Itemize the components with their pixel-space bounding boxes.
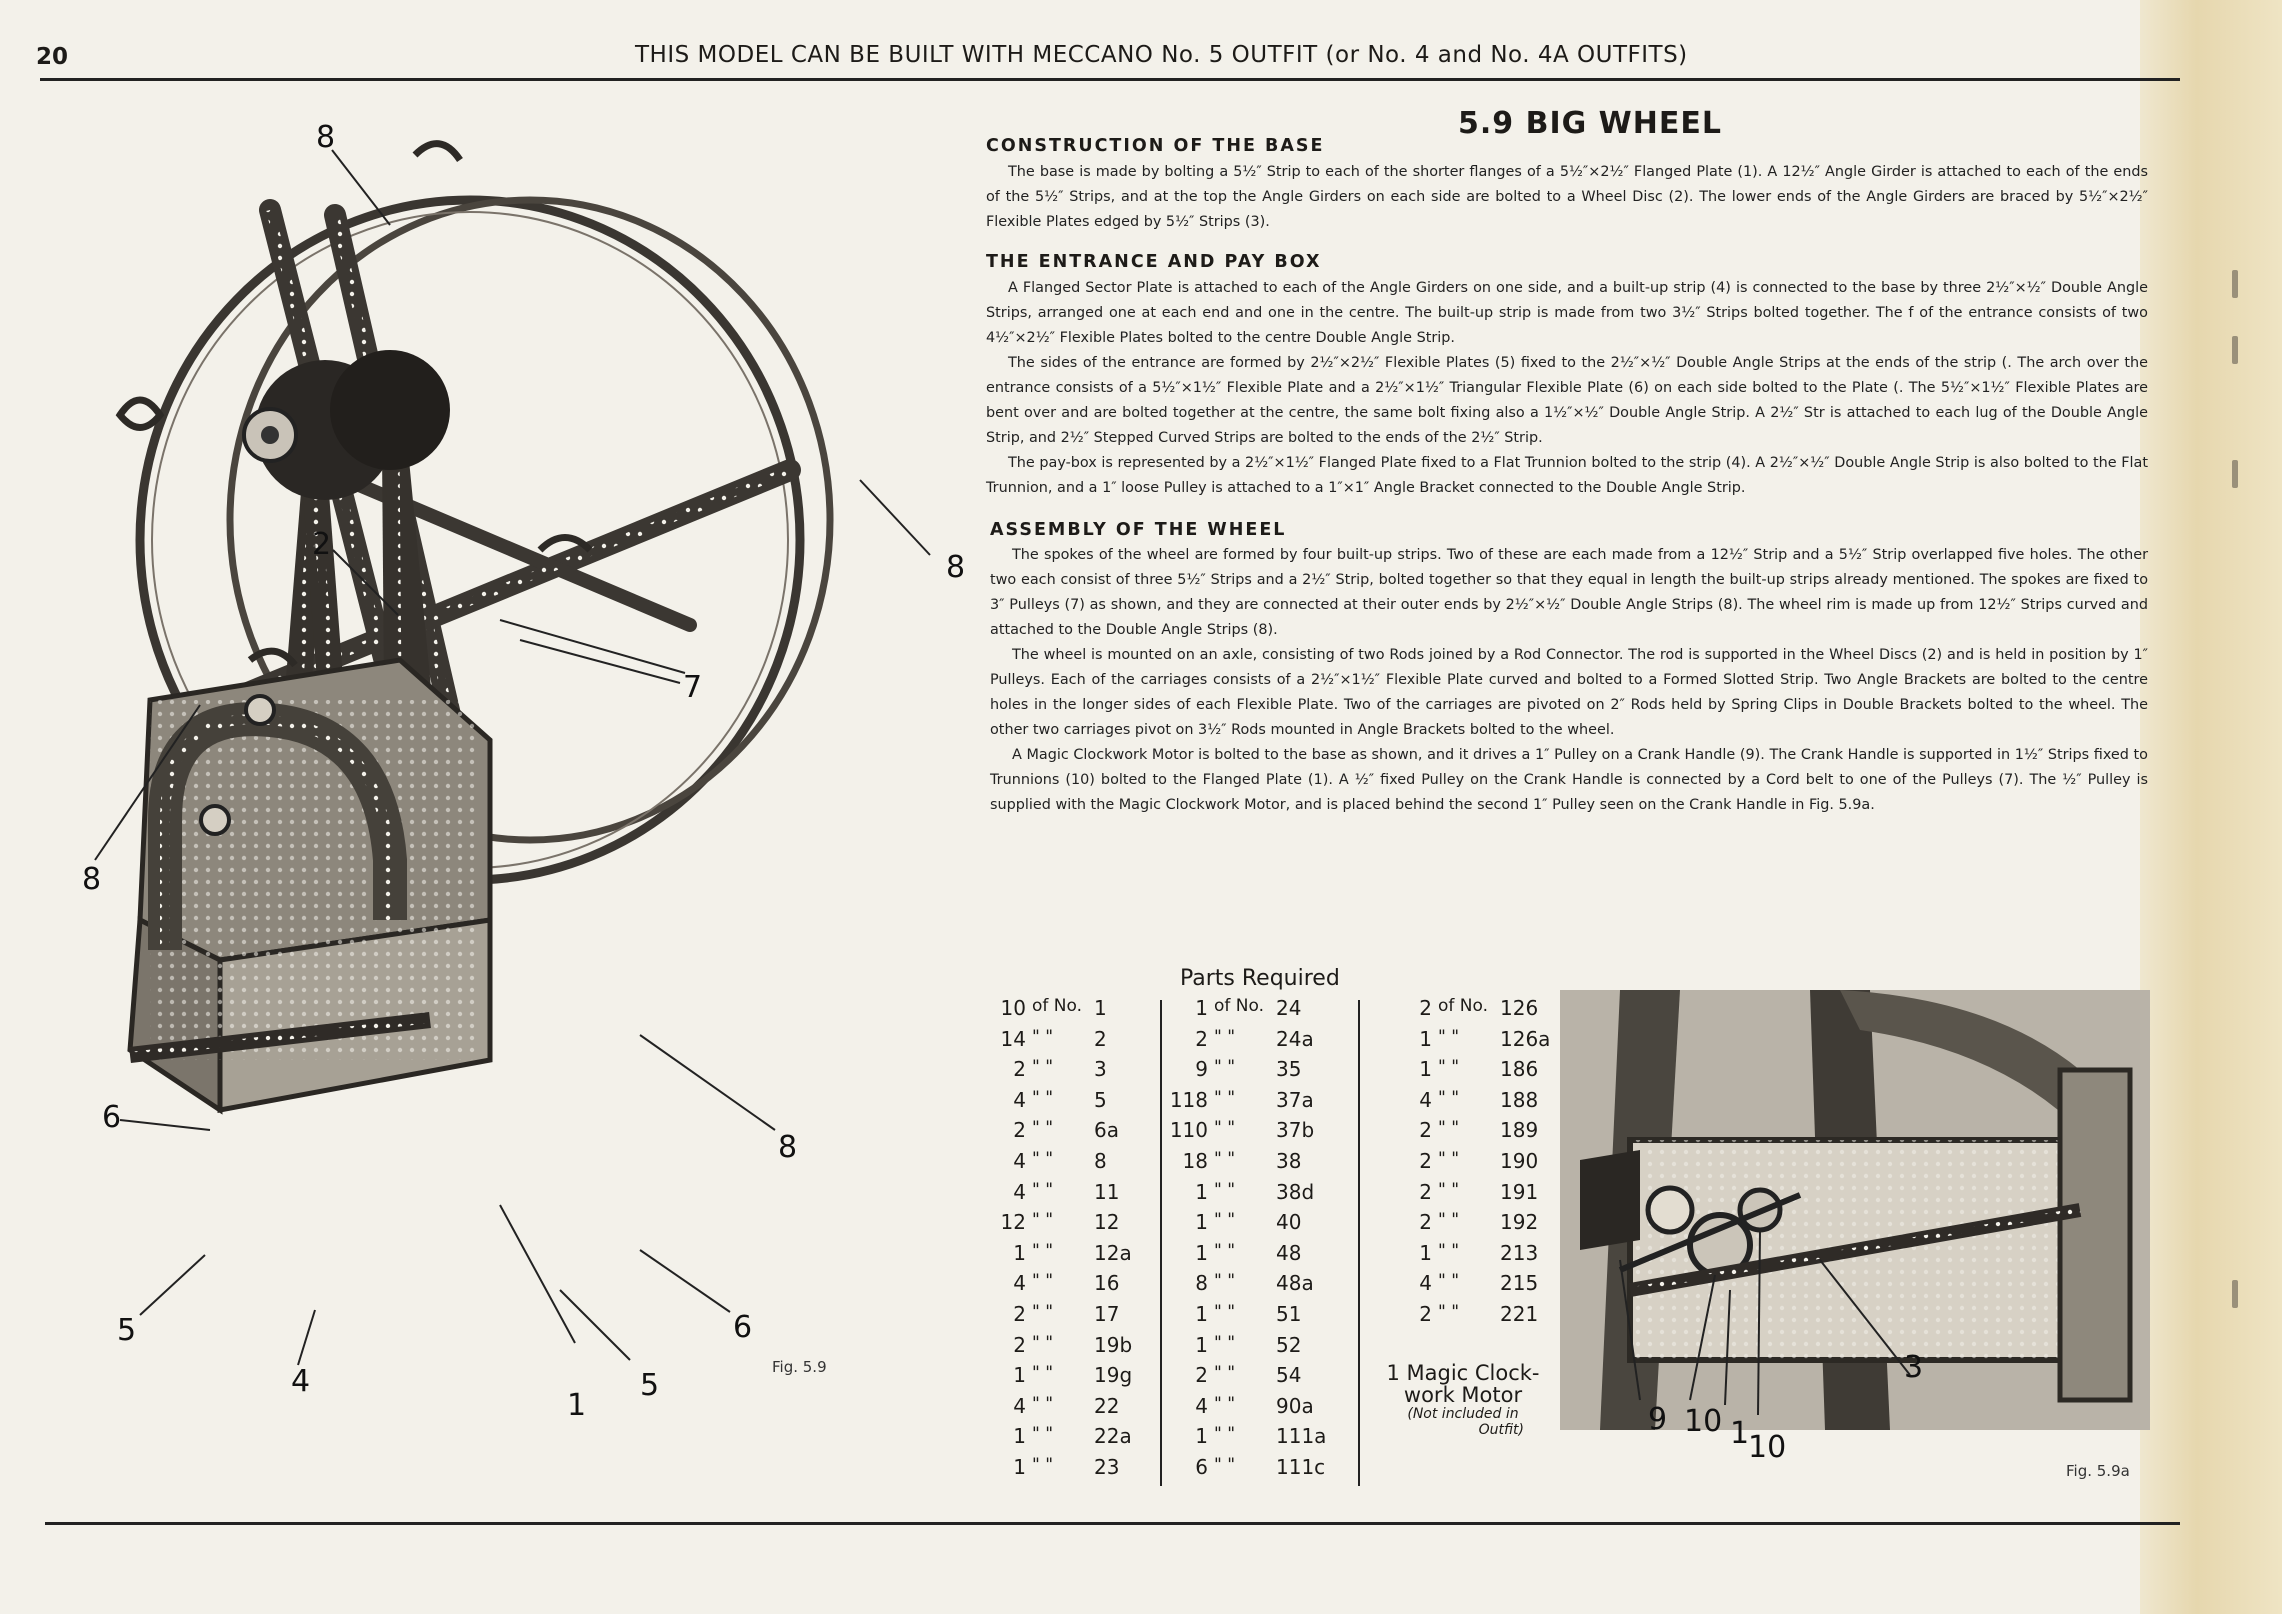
binder-mark [2232, 270, 2238, 298]
parts-row [994, 1363, 1154, 1394]
parts-qty: 4 [1013, 1393, 1026, 1418]
parts-no: 3 [1094, 1057, 1107, 1082]
parts-row [1176, 1210, 1351, 1241]
parts-row [1400, 1149, 1570, 1180]
parts-row [994, 1088, 1154, 1119]
section-paragraph: The wheel is mounted on an axle, consisting of two Rods joined by a Rod Connector. The rod is supported in the Wheel Discs (2) and is held in position by 1″ Pulleys. Each of the carriages consists of a 2½″×1½″ Flexible Plate curved and bolted to a Formed Slotted Strip. Two Angle Brackets are bolted to the centre holes in the longer sides of each Flexible Plate. Two of the carriages are pivoted on 2″ Rods held by Spring Clips in Double Brackets bolted to the wheel. The other two carriages pivot on 3½″ Rods mounted in Angle Brackets bolted to the wheel. [990, 647, 2148, 738]
parts-row [1400, 1302, 1570, 1333]
parts-prefix: " " [1032, 1210, 1054, 1231]
parts-qty: 2 [1013, 1332, 1026, 1357]
parts-row [1176, 1180, 1351, 1211]
parts-qty: 4 [1013, 1179, 1026, 1204]
parts-row [1176, 1424, 1351, 1455]
callout-label: 8 [82, 862, 102, 897]
parts-row [994, 1424, 1154, 1455]
parts-prefix: " " [1214, 1424, 1236, 1445]
section-paragraph: The sides of the entrance are formed by 2½″×2½″ Flexible Plates (5) fixed to the 2½″×½″ Double Angle Strips at the ends of the strip (. The arch over the entrance consists of a 5½″×1½″ Flexible Plate and a 2½″×1½″ Triangular Flexible Plate (6) on each side bolted to the Plate (. The 5½″×1½″ Flexible Plates are bent over and are bolted together at the centre, the same bolt fixing also a 1½″×½″ Double Angle Strip. A 2½″ Str is attached to each lug of the Double Angle Strip, and 2½″ Stepped Curved Strips are bolted to the ends of the 2½″ Strip. [986, 355, 2148, 446]
parts-no: 5 [1094, 1087, 1107, 1112]
parts-prefix: " " [1438, 1087, 1460, 1108]
parts-no: 188 [1500, 1087, 1539, 1112]
parts-no: 8 [1094, 1148, 1107, 1173]
parts-no: 48 [1276, 1240, 1302, 1265]
motor-line: work Motor [1403, 1383, 1523, 1407]
parts-no: 51 [1276, 1301, 1302, 1326]
parts-qty: 2 [1195, 1026, 1208, 1051]
section-heading: ASSEMBLY OF THE WHEEL [990, 520, 1287, 540]
parts-no: 17 [1094, 1301, 1120, 1326]
parts-qty: 1 [1419, 1026, 1432, 1051]
section-paragraph: The spokes of the wheel are formed by four built-up strips. Two of these are each made from a 12½″ Strip and a 5½″ Strip overlapped five holes. The other two each consist of three 5½″ Strips and a 2½″ Strip, bolted together so that they equal in length the built-up strips already mentioned. The spokes are fixed to 3″ Pulleys (7) as shown, and they are connected at their outer ends by 2½″×½″ Double Angle Strips (8). The wheel rim is made up from 12½″ Strips curved and attached to the Double Angle Strips (8). [990, 547, 2148, 638]
parts-no: 38d [1276, 1179, 1315, 1204]
parts-prefix: " " [1214, 1454, 1236, 1475]
parts-qty: 12 [1000, 1210, 1026, 1235]
figure-caption: Fig. 5.9 [772, 1358, 827, 1376]
section-paragraph: The pay-box is represented by a 2½″×1½″ Flanged Plate fixed to a Flat Trunnion bolted to the strip (4). A 2½″×½″ Double Angle Strip is also bolted to the Flat Trunnion, and a 1″ loose Pulley is attached to a 1″×1″ Angle Bracket connected to the Double Angle Strip. [986, 455, 2148, 496]
parts-no: 38 [1276, 1148, 1302, 1173]
motor-note [1378, 1362, 1548, 1438]
parts-prefix: of No. [1438, 996, 1489, 1016]
parts-qty: 2 [1013, 1118, 1026, 1143]
parts-prefix: " " [1438, 1301, 1460, 1322]
parts-no: 111a [1276, 1424, 1327, 1449]
outfit-line: THIS MODEL CAN BE BUILT WITH MECCANO No. 5 OUTFIT (or No. 4 and No. 4A OUTFITS) [635, 42, 1688, 68]
parts-no: 12a [1094, 1240, 1132, 1265]
parts-qty: 2 [1419, 1148, 1432, 1173]
motor-exclusion-note: (Not included in [1407, 1406, 1519, 1422]
parts-prefix: " " [1214, 1363, 1236, 1384]
parts-qty: 1 [1195, 1424, 1208, 1449]
parts-qty: 1 [1013, 1363, 1026, 1388]
parts-qty: 1 [1195, 1210, 1208, 1235]
parts-row [1400, 1027, 1570, 1058]
parts-no: 186 [1500, 1057, 1539, 1082]
parts-row [994, 996, 1154, 1027]
parts-row [1176, 1241, 1351, 1272]
binder-mark [2232, 460, 2238, 488]
parts-row [994, 1027, 1154, 1058]
parts-prefix: " " [1032, 1393, 1054, 1414]
parts-row [1176, 1149, 1351, 1180]
parts-prefix: " " [1214, 1271, 1236, 1292]
parts-prefix: " " [1214, 1240, 1236, 1261]
parts-prefix: " " [1032, 1179, 1054, 1200]
parts-no: 190 [1500, 1148, 1539, 1173]
parts-row [994, 1333, 1154, 1364]
parts-no: 22 [1094, 1393, 1120, 1418]
parts-qty: 1 [1013, 1240, 1026, 1265]
parts-prefix: " " [1214, 1118, 1236, 1139]
parts-qty: 118 [1169, 1087, 1208, 1112]
parts-qty: 4 [1419, 1271, 1432, 1296]
parts-no: 37a [1276, 1087, 1314, 1112]
parts-no: 11 [1094, 1179, 1120, 1204]
parts-row [994, 1118, 1154, 1149]
parts-qty: 1 [1013, 1424, 1026, 1449]
parts-row [994, 1241, 1154, 1272]
parts-prefix: " " [1214, 1301, 1236, 1322]
parts-row [994, 1210, 1154, 1241]
parts-row [1176, 1363, 1351, 1394]
parts-no: 111c [1276, 1454, 1326, 1479]
callout-label: 10 [1684, 1404, 1723, 1439]
parts-qty: 4 [1195, 1393, 1208, 1418]
parts-qty: 4 [1013, 1148, 1026, 1173]
parts-qty: 1 [1195, 1240, 1208, 1265]
callout-label: 6 [733, 1310, 753, 1345]
parts-prefix: " " [1214, 1179, 1236, 1200]
parts-prefix: " " [1214, 1148, 1236, 1169]
parts-row [1169, 1118, 1351, 1149]
parts-qty: 1 [1195, 996, 1208, 1020]
parts-prefix: " " [1214, 1210, 1236, 1231]
parts-prefix: " " [1438, 1240, 1460, 1261]
parts-qty: 9 [1195, 1057, 1208, 1082]
section-heading: CONSTRUCTION OF THE BASE [986, 136, 1325, 156]
parts-no: 126a [1500, 1026, 1551, 1051]
parts-no: 22a [1094, 1424, 1132, 1449]
parts-prefix: " " [1438, 1118, 1460, 1139]
callout-label: 8 [316, 120, 336, 155]
callout-label: 5 [117, 1313, 137, 1348]
parts-prefix: of No. [1214, 996, 1265, 1016]
parts-prefix: " " [1032, 1454, 1054, 1475]
parts-no: 221 [1500, 1301, 1539, 1326]
parts-no: 90a [1276, 1393, 1314, 1418]
parts-row [1176, 1027, 1351, 1058]
parts-prefix: " " [1438, 1179, 1460, 1200]
parts-qty: 110 [1169, 1118, 1208, 1143]
callout-label: 6 [102, 1100, 122, 1135]
parts-row [994, 1302, 1154, 1333]
parts-prefix: " " [1214, 1026, 1236, 1047]
parts-qty: 1 [1195, 1332, 1208, 1357]
parts-row [1400, 1057, 1570, 1088]
parts-no: 19b [1094, 1332, 1133, 1357]
parts-qty: 2 [1419, 1301, 1432, 1326]
callout-label: 1 [1730, 1416, 1750, 1451]
parts-qty: 10 [1000, 996, 1026, 1020]
parts-column [1169, 996, 1351, 1486]
parts-row [994, 1149, 1154, 1180]
callout-label: 7 [683, 670, 703, 705]
callout-label: 10 [1748, 1430, 1787, 1465]
parts-qty: 4 [1013, 1271, 1026, 1296]
parts-qty: 18 [1182, 1148, 1208, 1173]
parts-row [994, 1057, 1154, 1088]
parts-prefix: " " [1032, 1087, 1054, 1108]
parts-no: 189 [1500, 1118, 1539, 1143]
binder-mark [2232, 336, 2238, 364]
parts-qty: 2 [1419, 1179, 1432, 1204]
parts-no: 37b [1276, 1118, 1315, 1143]
parts-qty: 1 [1013, 1454, 1026, 1479]
parts-row [994, 1394, 1154, 1425]
parts-no: 24 [1276, 996, 1302, 1020]
parts-column [1400, 996, 1570, 1333]
callout-label: 1 [567, 1388, 587, 1423]
parts-prefix: " " [1438, 1148, 1460, 1169]
model-title: 5.9 BIG WHEEL [1458, 106, 1722, 141]
section-heading: THE ENTRANCE AND PAY BOX [986, 252, 1322, 272]
parts-prefix: " " [1438, 1210, 1460, 1231]
callout-label: 5 [640, 1368, 660, 1403]
parts-no: 192 [1500, 1210, 1539, 1235]
parts-title: Parts Required [1180, 966, 1340, 991]
parts-prefix: " " [1438, 1057, 1460, 1078]
parts-no: 215 [1500, 1271, 1539, 1296]
parts-row [994, 1271, 1154, 1302]
parts-no: 52 [1276, 1332, 1302, 1357]
motor-line: 1 Magic Clock- [1386, 1361, 1540, 1385]
parts-prefix: " " [1032, 1057, 1054, 1078]
parts-prefix: " " [1214, 1332, 1236, 1353]
parts-row [1400, 1118, 1570, 1149]
parts-prefix: " " [1032, 1424, 1054, 1445]
parts-row [1176, 1333, 1351, 1364]
page-number: 20 [36, 44, 69, 70]
page-edge [2140, 0, 2282, 1614]
callout-label: 3 [1904, 1350, 1924, 1385]
parts-no: 19g [1094, 1363, 1133, 1388]
parts-row [1176, 1057, 1351, 1088]
parts-prefix: " " [1032, 1240, 1054, 1261]
parts-prefix: " " [1032, 1026, 1054, 1047]
parts-no: 126 [1500, 996, 1539, 1020]
parts-row [1400, 1210, 1570, 1241]
parts-prefix: " " [1032, 1271, 1054, 1292]
parts-row [1400, 996, 1570, 1027]
parts-qty: 2 [1419, 996, 1432, 1020]
parts-row [994, 1180, 1154, 1211]
parts-row [1400, 1241, 1570, 1272]
parts-row [994, 1455, 1154, 1486]
figure-caption: Fig. 5.9a [2066, 1462, 2130, 1480]
parts-qty: 1 [1419, 1240, 1432, 1265]
parts-qty: 4 [1013, 1087, 1026, 1112]
parts-prefix: " " [1214, 1087, 1236, 1108]
parts-qty: 2 [1419, 1210, 1432, 1235]
motor-detail-illustration [1560, 990, 2150, 1460]
column-divider [1160, 1000, 1162, 1486]
parts-qty: 1 [1195, 1179, 1208, 1204]
parts-no: 213 [1500, 1240, 1539, 1265]
section-paragraph: The base is made by bolting a 5½″ Strip to each of the shorter flanges of a 5½″×2½″ Flanged Plate (1). A 12½″ Angle Girder is attached to each of the ends of the 5½″ Strips, and at the top the Angle Girders on each side are bolted to a Wheel Disc (2). The lower ends of the Angle Girders are braced by 5½″×2½″ Flexible Plates edged by 5½″ Strips (3). [986, 164, 2148, 230]
parts-prefix: " " [1032, 1148, 1054, 1169]
parts-qty: 2 [1013, 1057, 1026, 1082]
parts-no: 54 [1276, 1363, 1302, 1388]
parts-row [1400, 1180, 1570, 1211]
footer-rule [45, 1522, 2180, 1525]
parts-no: 35 [1276, 1057, 1302, 1082]
parts-prefix: " " [1032, 1363, 1054, 1384]
callout-label: 4 [291, 1364, 311, 1399]
callout-label: 8 [778, 1130, 798, 1165]
motor-exclusion-note: Outfit) [1478, 1422, 1524, 1438]
parts-prefix: " " [1214, 1057, 1236, 1078]
parts-qty: 8 [1195, 1271, 1208, 1296]
callout-label: 2 [312, 527, 332, 562]
parts-row [1169, 1087, 1351, 1119]
parts-prefix: " " [1438, 1271, 1460, 1292]
parts-row [1400, 1271, 1570, 1302]
parts-no: 12 [1094, 1210, 1120, 1235]
parts-qty: 14 [1000, 1026, 1026, 1051]
parts-no: 1 [1094, 996, 1107, 1020]
parts-no: 24a [1276, 1026, 1314, 1051]
callout-label: 8 [946, 550, 966, 585]
parts-prefix: " " [1032, 1301, 1054, 1322]
parts-qty: 2 [1419, 1118, 1432, 1143]
parts-no: 2 [1094, 1026, 1107, 1051]
column-divider [1358, 1000, 1360, 1486]
parts-prefix: " " [1214, 1393, 1236, 1414]
callout-label: 9 [1648, 1402, 1668, 1437]
binder-mark [2232, 1280, 2238, 1308]
section-paragraph: A Flanged Sector Plate is attached to each of the Angle Girders on one side, and a built-up strip (4) is connected to the base by three 2½″×½″ Double Angle Strips, arranged one at each end and one in the centre. The built-up strip is made from two 3½″ Strips bolted together. The f of the entrance consists of two 4½″×2½″ Flexible Plates bolted to the centre Double Angle Strip. [986, 280, 2148, 346]
parts-no: 191 [1500, 1179, 1539, 1204]
parts-prefix: of No. [1032, 996, 1083, 1016]
parts-qty: 4 [1419, 1087, 1432, 1112]
parts-row [1176, 1302, 1351, 1333]
parts-row [1400, 1088, 1570, 1119]
parts-qty: 1 [1419, 1057, 1432, 1082]
parts-no: 40 [1276, 1210, 1302, 1235]
parts-no: 23 [1094, 1454, 1120, 1479]
parts-no: 6a [1094, 1118, 1119, 1143]
parts-no: 48a [1276, 1271, 1314, 1296]
section-paragraph: A Magic Clockwork Motor is bolted to the base as shown, and it drives a 1″ Pulley on a Crank Handle (9). The Crank Handle is supported in 1½″ Strips fixed to Trunnions (10) bolted to the Flanged Plate (1). A ½″ fixed Pulley on the Crank Handle is connected by a Cord belt to one of the Pulleys (7). The ½″ Pulley is supplied with the Magic Clockwork Motor, and is placed behind the second 1″ Pulley seen on the Crank Handle in Fig. 5.9a. [990, 747, 2148, 813]
fig-5-9-leaders [0, 0, 960, 1420]
parts-no: 16 [1094, 1271, 1120, 1296]
parts-prefix: " " [1032, 1332, 1054, 1353]
parts-row [1176, 996, 1351, 1027]
parts-prefix: " " [1438, 1026, 1460, 1047]
parts-qty: 2 [1195, 1363, 1208, 1388]
parts-qty: 2 [1013, 1301, 1026, 1326]
parts-column [994, 996, 1154, 1486]
parts-row [1176, 1455, 1351, 1486]
parts-qty: 6 [1195, 1454, 1208, 1479]
parts-row [1176, 1271, 1351, 1302]
parts-qty: 1 [1195, 1301, 1208, 1326]
parts-prefix: " " [1032, 1118, 1054, 1139]
parts-row [1176, 1394, 1351, 1425]
